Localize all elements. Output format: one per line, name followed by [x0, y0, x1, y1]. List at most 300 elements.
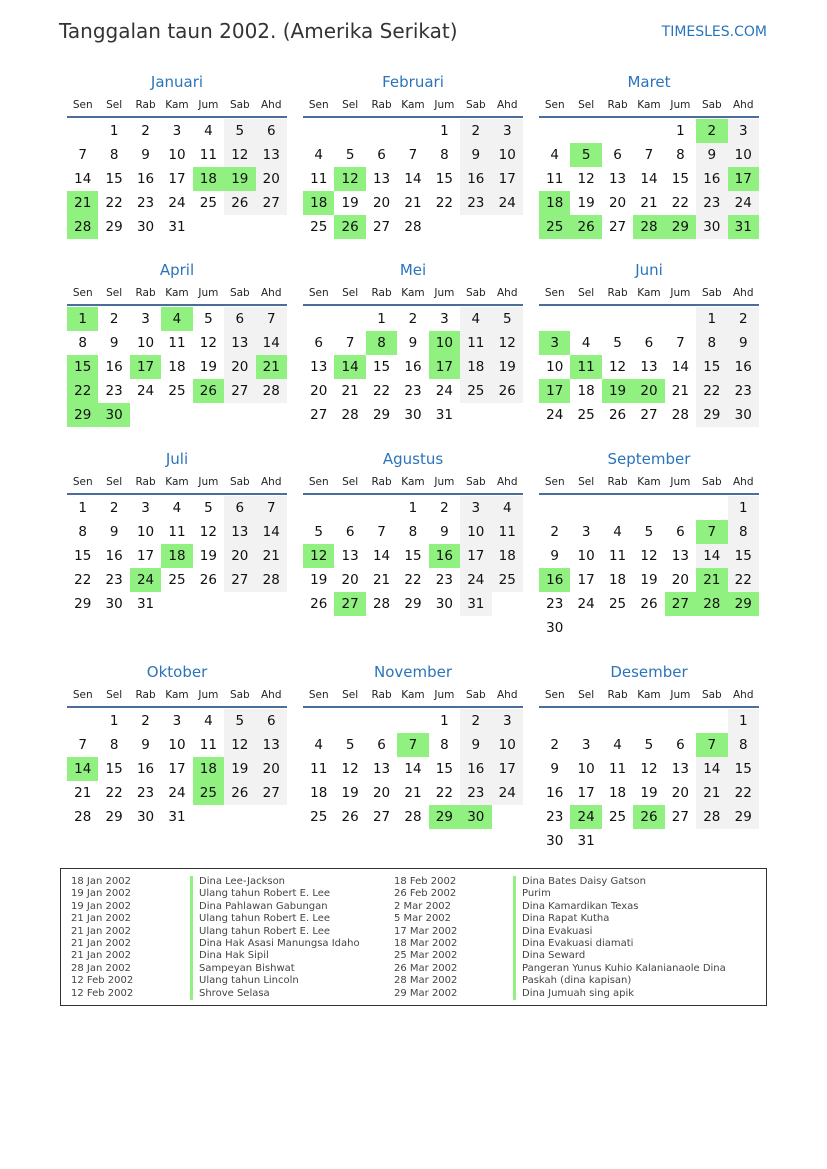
- weekday-label: Sen: [544, 287, 565, 299]
- day-cell: 23: [105, 383, 123, 399]
- empty-cell: [334, 709, 365, 733]
- day-cell: 26: [224, 781, 255, 805]
- day-cell: 22: [435, 195, 453, 211]
- holiday-date: 18 Mar 2002: [394, 937, 458, 949]
- day-cell: 9: [696, 143, 727, 167]
- holiday-name: Dina Kamardikan Texas: [513, 901, 638, 913]
- weekday-label: Sel: [342, 287, 359, 299]
- holiday-legend: [60, 868, 767, 1006]
- day-cell: 7: [377, 524, 386, 540]
- day-cell: 13: [224, 331, 255, 355]
- day-cell: 9: [460, 733, 491, 757]
- day-cell: 4: [172, 500, 182, 516]
- day-cell: 1: [676, 123, 685, 139]
- day-cell: 27: [671, 809, 689, 825]
- day-cell: 22: [105, 785, 123, 801]
- weekday-label: Sen: [308, 99, 329, 111]
- day-grid: [539, 119, 759, 239]
- day-cell: 28: [671, 407, 689, 423]
- weekday-label: Sen: [308, 287, 329, 299]
- day-cell: 18: [310, 785, 328, 801]
- weekday-header: [303, 684, 523, 708]
- day-cell: 7: [676, 335, 685, 351]
- month-name: Maret: [627, 73, 671, 91]
- holiday-date: 19 Jan 2002: [71, 888, 131, 900]
- weekday-label: Jum: [670, 99, 691, 111]
- day-cell: 26: [341, 809, 359, 825]
- holiday-name: Paskah (dina kapisan): [513, 975, 631, 987]
- day-cell: 5: [224, 119, 255, 143]
- empty-cell: [696, 496, 727, 520]
- holiday-day-cell: 26: [193, 379, 224, 403]
- weekday-label: Jum: [670, 689, 691, 701]
- day-grid: [67, 119, 287, 239]
- weekday-label: Ahd: [496, 476, 518, 488]
- day-cell: 21: [404, 195, 422, 211]
- month-name: April: [159, 261, 195, 279]
- day-cell: 21: [404, 785, 422, 801]
- day-cell: 11: [546, 171, 564, 187]
- day-cell: 13: [256, 733, 287, 757]
- weekday-label: Ahd: [732, 99, 754, 111]
- day-cell: 16: [460, 167, 491, 191]
- empty-cell: [303, 496, 334, 520]
- day-cell: 8: [696, 331, 727, 355]
- holiday-day-cell: 17: [429, 355, 460, 379]
- day-cell: 7: [345, 335, 355, 351]
- day-cell: 27: [608, 219, 627, 235]
- day-cell: 9: [440, 524, 449, 540]
- weekday-label: Kam: [165, 287, 189, 299]
- holiday-date: 21 Jan 2002: [71, 937, 131, 949]
- day-cell: 10: [136, 335, 155, 351]
- day-cell: 25: [608, 809, 627, 825]
- empty-cell: [602, 307, 633, 331]
- holiday-date: 26 Feb 2002: [394, 888, 457, 900]
- weekday-label: Sen: [544, 476, 565, 488]
- day-cell: 23: [136, 195, 155, 211]
- empty-cell: [633, 119, 664, 143]
- empty-cell: [665, 307, 696, 331]
- weekday-label: Rab: [135, 689, 156, 701]
- holiday-day-cell: 17: [539, 379, 570, 403]
- holiday-name: Dina Evakuasi: [513, 926, 592, 938]
- weekday-header: [539, 282, 759, 306]
- holiday-day-cell: 12: [303, 544, 334, 568]
- weekday-label: Kam: [637, 99, 661, 111]
- day-cell: 3: [581, 524, 591, 540]
- day-cell: 7: [78, 737, 87, 753]
- empty-cell: [334, 496, 365, 520]
- day-cell: 27: [310, 407, 328, 423]
- weekday-label: Kam: [401, 99, 425, 111]
- day-cell: 3: [460, 496, 491, 520]
- day-cell: 20: [372, 195, 391, 211]
- day-cell: 21: [372, 572, 391, 588]
- day-cell: 22: [728, 568, 759, 592]
- empty-cell: [602, 119, 633, 143]
- day-cell: 25: [310, 809, 328, 825]
- day-cell: 5: [644, 524, 654, 540]
- day-cell: 28: [256, 379, 287, 403]
- day-cell: 3: [141, 500, 150, 516]
- day-cell: 26: [492, 379, 523, 403]
- day-cell: 27: [256, 781, 287, 805]
- day-cell: 17: [460, 544, 491, 568]
- day-cell: 21: [341, 383, 359, 399]
- day-cell: 14: [74, 171, 92, 187]
- page-title: Tanggalan taun 2002. (Amerika Serikat): [59, 19, 458, 43]
- day-cell: 22: [74, 572, 92, 588]
- holiday-day-cell: 7: [397, 733, 428, 757]
- empty-cell: [539, 307, 570, 331]
- holiday-name: Ulang tahun Robert E. Lee: [190, 888, 330, 900]
- empty-cell: [696, 709, 727, 733]
- day-cell: 11: [608, 761, 627, 777]
- holiday-day-cell: 29: [429, 805, 460, 829]
- weekday-label: Jum: [198, 476, 219, 488]
- holiday-day-cell: 30: [460, 805, 491, 829]
- weekday-label: Rab: [135, 476, 156, 488]
- day-cell: 31: [136, 596, 155, 612]
- day-cell: 11: [460, 331, 491, 355]
- holiday-date: 21 Jan 2002: [71, 950, 131, 962]
- weekday-label: Ahd: [732, 287, 754, 299]
- weekday-label: Kam: [401, 476, 425, 488]
- weekday-label: Ahd: [496, 287, 518, 299]
- holiday-name: Ulang tahun Robert E. Lee: [190, 913, 330, 925]
- day-cell: 5: [613, 335, 622, 351]
- holiday-day-cell: 21: [256, 355, 287, 379]
- weekday-label: Ahd: [260, 689, 282, 701]
- holiday-day-cell: 26: [334, 215, 365, 239]
- day-cell: 24: [492, 191, 523, 215]
- empty-cell: [67, 709, 98, 733]
- day-cell: 24: [492, 781, 523, 805]
- weekday-label: Sab: [701, 287, 722, 299]
- weekday-label: Sel: [578, 476, 595, 488]
- day-cell: 24: [728, 191, 759, 215]
- holiday-name: Dina Seward: [513, 950, 585, 962]
- day-cell: 2: [440, 500, 449, 516]
- weekday-label: Ahd: [732, 476, 754, 488]
- weekday-label: Sel: [342, 689, 359, 701]
- holiday-day-cell: 5: [570, 143, 601, 167]
- day-cell: 12: [341, 761, 359, 777]
- weekday-label: Jum: [198, 287, 219, 299]
- day-cell: 1: [408, 500, 418, 516]
- weekday-label: Sab: [701, 689, 722, 701]
- weekday-header: [67, 94, 287, 118]
- day-cell: 15: [105, 171, 123, 187]
- holiday-day-cell: 14: [334, 355, 365, 379]
- day-cell: 28: [74, 809, 92, 825]
- empty-cell: [633, 709, 664, 733]
- weekday-header: [303, 94, 523, 118]
- day-cell: 5: [204, 311, 213, 327]
- holiday-day-cell: 26: [633, 805, 664, 829]
- day-cell: 6: [224, 307, 255, 331]
- day-cell: 15: [671, 171, 689, 187]
- day-cell: 11: [199, 147, 217, 163]
- day-cell: 23: [136, 785, 155, 801]
- day-cell: 18: [168, 359, 186, 375]
- holiday-date: 21 Jan 2002: [71, 913, 131, 925]
- day-cell: 21: [74, 785, 92, 801]
- weekday-label: Sel: [578, 287, 595, 299]
- day-cell: 24: [460, 568, 491, 592]
- day-cell: 4: [314, 737, 323, 753]
- day-cell: 17: [577, 572, 595, 588]
- day-cell: 18: [460, 355, 491, 379]
- holiday-date: 29 Mar 2002: [394, 987, 458, 999]
- day-cell: 1: [109, 123, 119, 139]
- day-grid: [539, 496, 759, 640]
- day-cell: 24: [168, 785, 186, 801]
- day-cell: 30: [546, 620, 564, 636]
- weekday-label: Sel: [106, 476, 123, 488]
- day-grid: [303, 119, 523, 239]
- weekday-label: Sel: [342, 476, 359, 488]
- day-cell: 16: [136, 171, 155, 187]
- day-cell: 29: [74, 596, 92, 612]
- day-cell: 19: [199, 548, 217, 564]
- day-cell: 5: [492, 307, 523, 331]
- holiday-name: Dina Lee-Jackson: [190, 876, 285, 888]
- day-cell: 14: [404, 761, 422, 777]
- day-cell: 3: [728, 119, 759, 143]
- weekday-label: Sen: [308, 689, 329, 701]
- day-cell: 10: [492, 733, 523, 757]
- day-cell: 8: [109, 147, 119, 163]
- weekday-header: [67, 471, 287, 495]
- month-maret: [539, 70, 759, 239]
- day-cell: 15: [404, 548, 422, 564]
- day-cell: 15: [105, 761, 123, 777]
- holiday-day-cell: 18: [193, 757, 224, 781]
- day-cell: 25: [168, 572, 186, 588]
- day-cell: 2: [460, 709, 491, 733]
- day-cell: 23: [546, 809, 564, 825]
- empty-cell: [539, 709, 570, 733]
- day-cell: 12: [199, 524, 217, 540]
- day-cell: 19: [640, 785, 658, 801]
- day-cell: 16: [404, 359, 422, 375]
- day-cell: 23: [728, 379, 759, 403]
- day-cell: 14: [696, 544, 727, 568]
- day-cell: 20: [224, 544, 255, 568]
- day-cell: 27: [372, 809, 391, 825]
- empty-cell: [397, 709, 428, 733]
- weekday-label: Sab: [229, 99, 250, 111]
- day-cell: 13: [310, 359, 328, 375]
- day-cell: 17: [492, 757, 523, 781]
- day-cell: 28: [341, 407, 359, 423]
- day-cell: 9: [141, 737, 150, 753]
- day-cell: 16: [696, 167, 727, 191]
- weekday-label: Rab: [607, 287, 628, 299]
- day-grid: [303, 709, 523, 829]
- day-cell: 10: [546, 359, 564, 375]
- day-cell: 11: [199, 737, 217, 753]
- day-cell: 23: [696, 191, 727, 215]
- holiday-day-cell: 16: [429, 544, 460, 568]
- day-grid: [539, 307, 759, 427]
- day-cell: 11: [492, 520, 523, 544]
- day-cell: 22: [728, 781, 759, 805]
- day-cell: 12: [224, 733, 255, 757]
- day-cell: 7: [256, 307, 287, 331]
- weekday-label: Sab: [229, 287, 250, 299]
- weekday-label: Rab: [135, 99, 156, 111]
- day-cell: 28: [404, 809, 422, 825]
- weekday-label: Kam: [165, 476, 189, 488]
- day-cell: 20: [256, 167, 287, 191]
- empty-cell: [303, 709, 334, 733]
- day-cell: 26: [608, 407, 627, 423]
- day-cell: 9: [460, 143, 491, 167]
- day-cell: 22: [671, 195, 689, 211]
- day-grid: [303, 496, 523, 616]
- day-cell: 29: [105, 219, 123, 235]
- weekday-label: Jum: [670, 287, 691, 299]
- day-cell: 6: [377, 737, 386, 753]
- day-cell: 25: [310, 219, 328, 235]
- holiday-date: 12 Feb 2002: [71, 975, 134, 987]
- holiday-date: 21 Jan 2002: [71, 925, 131, 937]
- day-cell: 10: [168, 737, 186, 753]
- weekday-label: Jum: [434, 689, 455, 701]
- day-cell: 18: [608, 785, 627, 801]
- day-cell: 20: [341, 572, 359, 588]
- month-juli: [67, 447, 287, 616]
- day-cell: 12: [224, 143, 255, 167]
- holiday-day-cell: 24: [570, 805, 601, 829]
- day-cell: 7: [256, 496, 287, 520]
- weekday-label: Rab: [607, 476, 628, 488]
- day-cell: 28: [372, 596, 391, 612]
- day-cell: 12: [608, 359, 627, 375]
- month-name: Februari: [382, 73, 444, 91]
- holiday-day-cell: 2: [696, 119, 727, 143]
- day-grid: [67, 496, 287, 616]
- holiday-name: Dina Jumuah sing apik: [513, 988, 634, 1000]
- empty-cell: [539, 119, 570, 143]
- holiday-date: 25 Mar 2002: [394, 950, 458, 962]
- brand-link[interactable]: TIMESLES.COM: [661, 24, 767, 40]
- holiday-day-cell: 24: [130, 568, 161, 592]
- day-cell: 26: [640, 596, 658, 612]
- month-september: [539, 447, 759, 640]
- day-cell: 12: [492, 331, 523, 355]
- day-cell: 26: [224, 191, 255, 215]
- holiday-day-cell: 18: [303, 191, 334, 215]
- day-cell: 15: [435, 761, 453, 777]
- day-cell: 29: [728, 805, 759, 829]
- day-cell: 2: [109, 311, 119, 327]
- day-cell: 2: [408, 311, 418, 327]
- holiday-date: 28 Jan 2002: [71, 962, 131, 974]
- day-cell: 15: [435, 171, 453, 187]
- weekday-label: Ahd: [496, 99, 518, 111]
- empty-cell: [539, 496, 570, 520]
- weekday-header: [67, 684, 287, 708]
- day-cell: 12: [640, 548, 658, 564]
- weekday-label: Ahd: [496, 689, 518, 701]
- day-cell: 26: [199, 572, 217, 588]
- day-cell: 2: [109, 500, 119, 516]
- holiday-date: 5 Mar 2002: [394, 913, 452, 925]
- empty-cell: [633, 307, 664, 331]
- empty-cell: [303, 307, 334, 331]
- empty-cell: [397, 119, 428, 143]
- day-cell: 4: [550, 147, 559, 163]
- day-cell: 13: [671, 761, 689, 777]
- day-cell: 24: [136, 383, 155, 399]
- day-cell: 11: [310, 171, 328, 187]
- holiday-day-cell: 19: [224, 167, 255, 191]
- weekday-header: [67, 282, 287, 306]
- day-cell: 26: [310, 596, 328, 612]
- holiday-day-cell: 7: [696, 733, 727, 757]
- holiday-day-cell: 16: [539, 568, 570, 592]
- day-cell: 3: [581, 737, 591, 753]
- day-cell: 4: [204, 123, 213, 139]
- month-name: September: [607, 450, 691, 468]
- day-cell: 31: [168, 809, 186, 825]
- day-cell: 31: [577, 833, 595, 849]
- day-cell: 30: [696, 215, 727, 239]
- weekday-label: Rab: [135, 287, 156, 299]
- day-cell: 3: [440, 311, 449, 327]
- holiday-day-cell: 1: [67, 307, 98, 331]
- holiday-date: 18 Feb 2002: [394, 876, 457, 887]
- day-cell: 15: [696, 355, 727, 379]
- holiday-day-cell: 28: [633, 215, 664, 239]
- holiday-day-cell: 29: [728, 592, 759, 616]
- day-cell: 29: [372, 407, 391, 423]
- month-januari: [67, 70, 287, 239]
- weekday-label: Sab: [701, 99, 722, 111]
- weekday-header: [303, 471, 523, 495]
- day-cell: 15: [728, 544, 759, 568]
- day-grid: [67, 307, 287, 427]
- day-cell: 20: [372, 785, 391, 801]
- day-cell: 1: [377, 311, 386, 327]
- day-cell: 1: [728, 709, 759, 733]
- weekday-label: Rab: [371, 689, 392, 701]
- holiday-name: Dina Rapat Kutha: [513, 913, 609, 925]
- weekday-label: Kam: [401, 689, 425, 701]
- holiday-name: Ulang tahun Robert E. Lee: [190, 926, 330, 938]
- day-cell: 6: [345, 524, 355, 540]
- empty-cell: [665, 709, 696, 733]
- holiday-day-cell: 20: [633, 379, 664, 403]
- day-cell: 17: [168, 761, 186, 777]
- day-cell: 19: [224, 757, 255, 781]
- day-cell: 11: [168, 335, 186, 351]
- empty-cell: [366, 709, 397, 733]
- weekday-label: Kam: [165, 689, 189, 701]
- weekday-label: Sel: [342, 99, 359, 111]
- day-cell: 25: [577, 407, 595, 423]
- weekday-label: Rab: [607, 99, 628, 111]
- day-cell: 10: [728, 143, 759, 167]
- day-cell: 14: [372, 548, 391, 564]
- day-cell: 7: [78, 147, 87, 163]
- weekday-label: Kam: [637, 689, 661, 701]
- weekday-label: Sab: [465, 99, 486, 111]
